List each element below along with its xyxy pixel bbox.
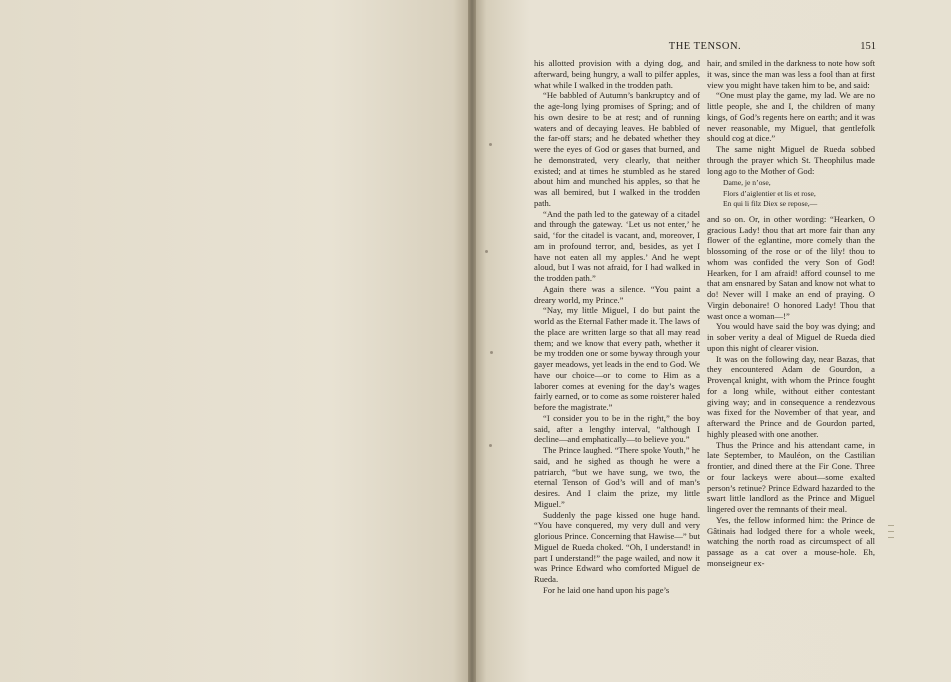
paragraph: Thus the Prince and his attendant came, in late September, to Mauléon, on the Castilian frontier, and dined there at the Fir Cone. Three or four lackeys were about—some exalted person’s retinue? Prince Edward hazarded to the swart little landlord as the Prince and Miguel lingered over the remnants of their meal.	[707, 439, 875, 514]
book-gutter	[468, 0, 476, 682]
margin-speck	[489, 444, 492, 447]
paragraph: and so on. Or, in other wording: “Hearken, O gracious Lady! thou that art more fair than any flower of the eglantine, more comely than the blossoming of the rose or of the lily! thou to whom was confided the very Son of God! Hearken, for I am afraid! afford counsel to me that am ensnared by Satan and know not what to do! Never will I make an end of praying. O Virgin debonaire! O honored Lady! Thou that wast once a woman—!”	[707, 213, 875, 321]
text-column-right	[707, 58, 875, 569]
margin-speck	[485, 250, 488, 253]
paragraph: “And the path led to the gateway of a citadel and through the gateway. ‘Let us not enter,’ he said, ‘for the citadel is vacant, and, moreover, I am in profound terror, and, besides, as yet I have not eaten all my apples.’ And he wept aloud, but I was not afraid, for I had walked in the trodden path.”	[534, 208, 700, 283]
margin-speck	[489, 143, 492, 146]
paragraph: “I consider you to be in the right,” the boy said, after a lengthy interval, “although I decline—and emphatically—to believe you.”	[534, 412, 700, 445]
margin-mark	[888, 525, 894, 526]
paragraph: Suddenly the page kissed one huge hand. “You have conquered, my very dull and very glorious Prince. Concerning that Hawise—” but Miguel de Rueda choked. “Oh, I understand! in part I understand!” the page wailed, and now it was Prince Edward who comforted Miguel de Rueda.	[534, 509, 700, 584]
margin-mark	[888, 537, 894, 538]
left-page	[0, 0, 472, 682]
running-head	[534, 41, 876, 55]
paragraph: Yes, the fellow informed him: the Prince de Gâtinais had lodged there for a whole week, watching the north road as circumspect of all passage as a cat over a mouse-hole. Eh, monseigneur ex-	[707, 514, 875, 568]
paragraph: You would have said the boy was dying; and in sober verity a deal of Miguel de Rueda died upon this night of clearer vision.	[707, 321, 875, 353]
paragraph: “He babbled of Autumn’s bankruptcy and of the age-long lying promises of Spring; and of his own desire to be at rest; and of running waters and of decaying leaves. He babbled of the far-off stars; and he debated whether they were the eyes of God or gases that burned, and he demonstrated, very clearly, that neither existed; and at times he stumbled as he stared about him and munched his apples, so that he was all bemired, but I walked in the trodden path.	[534, 90, 700, 208]
paragraph: “One must play the game, my lad. We are no little people, she and I, the children of many kings, of God’s regents here on earth; and it was never reasonable, my Miguel, that gentlefolk should cog at dice.”	[707, 90, 875, 144]
verse-quotation	[723, 178, 875, 210]
paragraph: his allotted provision with a dying dog, and afterward, being hungry, a wall to pilfer apples, what while I walked in the trodden path.	[534, 58, 700, 90]
verse-line: En qui li filz Diex se repose,—	[723, 199, 818, 209]
paragraph: “Nay, my little Miguel, I do but paint the world as the Eternal Father made it. The laws of the place are written large so that all may read them; and we know that every path, whether it be my trodden one or some byway through your gayer meadows, yet leads in the end to God. We have our choice—or to come to Him as a laborer comes at evening for the day’s wages fairly earned, or to come as some roisterer haled before the magistrate.”	[534, 305, 700, 412]
paragraph-group	[707, 58, 875, 176]
paragraph: The same night Miguel de Rueda sobbed through the prayer which St. Theophilus made long ago to the Mother of God:	[707, 144, 875, 176]
text-column-left	[534, 58, 700, 596]
margin-mark	[888, 531, 894, 532]
paragraph: The Prince laughed. “There spoke Youth,” he said, and he sighed as though he were a patriarch, “but we have sung, we two, the eternal Tenson of God’s will and of man’s desires. And I claim the prize, my little Miguel.”	[534, 445, 700, 509]
paragraph: For he laid one hand upon his page’s	[543, 584, 670, 595]
margin-speck	[490, 351, 493, 354]
paragraph: hair, and smiled in the darkness to note how soft it was, since the man was less a fool than at first view you might have taken him to be, and said:	[707, 58, 875, 90]
verse-line: Dame, je n’ose,	[723, 178, 771, 188]
paragraph: Again there was a silence. “You paint a dreary world, my Prince.”	[534, 283, 700, 305]
paragraph: It was on the following day, near Bazas, that they encountered Adam de Gourdon, a Provençal knight, with whom the Prince fought for a long while, without either contestant giving way; and in consequence a rendezvous was fixed for the November of that year, and afterward the Prince and de Gourdon parted, highly pleased with one another.	[707, 353, 875, 439]
paragraph-group	[707, 214, 875, 569]
verse-line: Flors d’aiglentier et lis et rose,	[723, 188, 816, 198]
page-number: 151	[860, 41, 876, 52]
running-title: THE TENSON.	[668, 41, 742, 52]
